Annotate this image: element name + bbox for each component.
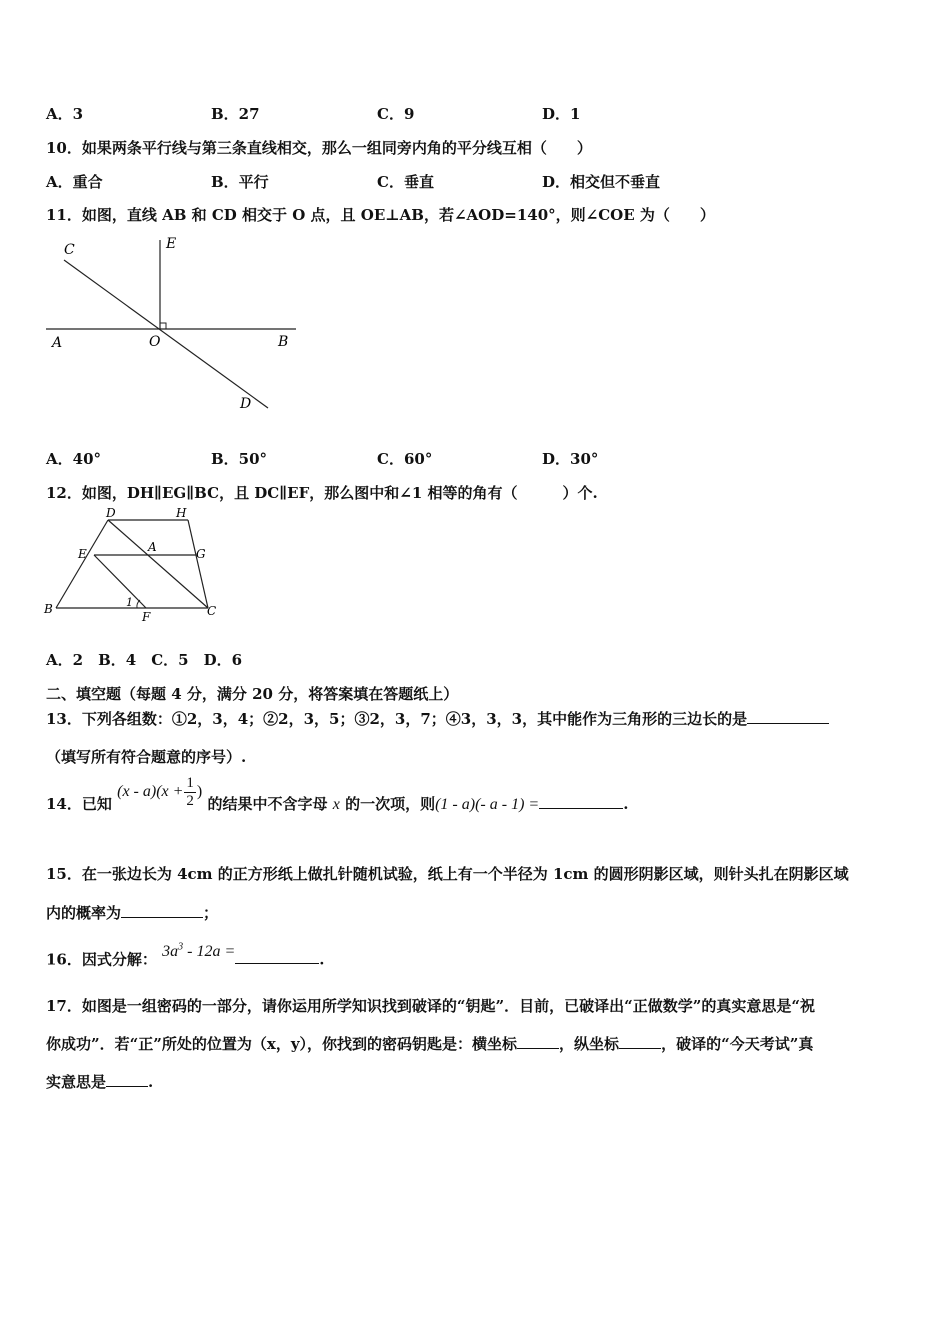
q14-expr-left: (x - a)(x + [117,783,184,800]
q10-option-c: C．垂直 [377,173,434,191]
label-g: G [196,547,206,561]
q12-stem: 12．如图，DH∥EG∥BC，且 DC∥EF，那么图中和∠1 相等的角有（ ）个. [46,484,598,502]
section2-heading: 二、填空题（每题 4 分，满分 20 分，将答案填在答题纸上） [46,685,459,703]
line-ef [94,555,146,608]
q14-middle: 的结果中不含字母 [207,795,328,813]
q14-variable: x [332,796,340,813]
q9-option-c: C．9 [377,105,415,123]
label-e: E [166,236,177,252]
q17-line3-a: 实意思是 [46,1073,107,1091]
q14-line [46,774,629,826]
q10-option-d: D．相交但不垂直 [542,173,661,191]
q16-expression [162,943,235,960]
line-hc [188,520,208,608]
q15-end: ； [203,904,219,922]
q10-option-b: B．平行 [211,173,269,191]
q12-options: A．2 B．4 C．5 D．6 [46,651,243,669]
q16-rest: - 12a = [183,943,236,961]
label-d: D [240,396,252,412]
q17-line3-end: . [148,1073,154,1091]
q11-option-a: A．40° [46,450,102,468]
label-e: E [78,547,87,561]
q14-expression2: (1 - a)(- a - 1) = [435,796,540,813]
line-dc [108,520,208,608]
q10-stem: 10．如果两条平行线与第三条直线相交，那么一组同旁内角的平分线互相（ ） [46,139,592,157]
q17-line1: 17．如图是一组密码的一部分，请你运用所学知识找到破译的“钥匙”．目前，已破译出“正做数学”的真实意思是“祝 [46,997,816,1015]
label-a: A [52,335,63,351]
label-d: D [106,506,116,520]
q16-base: 3a [162,943,179,961]
q17-line3 [46,1071,153,1092]
q11-option-b: B．50° [211,450,268,468]
label-b: B [278,334,289,350]
q15-answer-blank[interactable] [121,917,203,918]
q16-prefix: 16．因式分解： [46,950,157,969]
q11-option-d: D．30° [542,450,599,468]
q14-end: . [623,795,629,813]
q14-fraction [184,776,196,809]
q14-answer-blank[interactable] [539,808,623,809]
q17-line2-b: ，纵坐标 [559,1035,620,1053]
q17-line2-c: ，破译的“今天考试”真 [661,1035,814,1053]
q11-stem: 11．如图，直线 AB 和 CD 相交于 O 点，且 OE⊥AB，若∠AOD=140°，则∠COE 为（ ） [46,206,715,224]
q16-answer-blank[interactable] [235,963,319,964]
q14-expr-close: ) [196,783,203,800]
label-c: C [64,242,75,258]
line-db [56,520,108,608]
q12-figure [40,505,230,630]
q9-option-d: D．1 [542,105,581,123]
right-angle-mark [160,323,166,329]
label-f: F [142,610,151,624]
line-cd [64,260,268,408]
q16-line [46,940,324,972]
q9-option-a: A．3 [46,105,84,123]
q17-y-blank[interactable] [619,1048,661,1049]
label-o: O [149,334,161,350]
q15-prefix: 内的概率为 [46,904,122,922]
label-c: C [207,604,217,618]
label-b: B [44,602,53,616]
q17-line2 [46,1033,813,1054]
q17-line2-a: 你成功”．若“正”所处的位置为（x，y），你找到的密码钥匙是：横坐标 [46,1035,518,1053]
q14-frac-den: 2 [186,792,194,809]
q15-line1: 15．在一张边长为 4cm 的正方形纸上做扎针随机试验，纸上有一个半径为 1cm 的圆形阴影区域，则针头扎在阴影区域 [46,865,849,883]
label-h: H [176,506,187,520]
q13-answer-blank[interactable] [747,723,829,724]
q14-middle2: 的一次项，则 [345,795,436,813]
q16-end: . [319,950,325,969]
q14-frac-num: 1 [186,774,194,791]
q14-expression [117,774,203,809]
q16-exponent: 3 [178,942,184,953]
q13-line2: （填写所有符合题意的序号）. [46,748,247,766]
q13-text: 13．下列各组数：①2，3，4；②2，3，5；③2，3，7；④3，3，3，其中能作为三角形的三边长的是 [46,710,748,728]
q10-option-a: A．重合 [46,173,103,191]
q15-line2 [46,902,218,923]
q11-option-c: C．60° [377,450,433,468]
q11-figure [40,230,310,415]
label-a: A [148,540,157,554]
label-1: 1 [126,596,133,609]
q14-prefix: 14．已知 [46,795,112,813]
q9-option-b: B．27 [211,105,260,123]
q17-x-blank[interactable] [517,1048,559,1049]
q17-meaning-blank[interactable] [106,1086,148,1087]
q13-line1 [46,708,829,729]
